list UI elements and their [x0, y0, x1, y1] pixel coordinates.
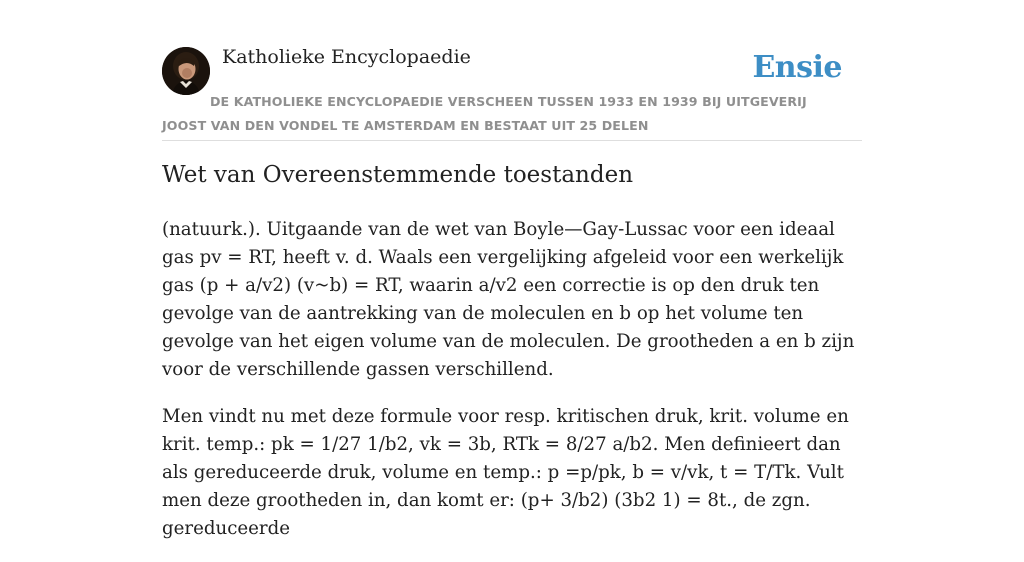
- ensie-logo[interactable]: Ensie: [752, 50, 842, 85]
- site-header: [162, 0, 862, 141]
- article-paragraph: Men vindt nu met deze formule voor resp. kritischen druk, krit. volume en krit. temp.: pk = 1/27 1/b2, vk = 3b, RTk = 8/27 a/b2. Men definieert dan als gereduceerde druk, volume en temp.: p =p/pk, b = v/vk, t = T/Tk. Vult men deze grootheden in, dan komt er: (p+ 3/b2) (3b2 1) = 8t., de zgn. gereduceerde: [162, 406, 849, 539]
- site-title[interactable]: Katholieke Encyclopaedie: [222, 46, 471, 68]
- site-tagline: DE KATHOLIEKE ENCYCLOPAEDIE VERSCHEEN TUSSEN 1933 EN 1939 BIJ UITGEVERIJ JOOST VAN DEN VONDEL TE AMSTERDAM EN BESTAAT UIT 25 DELEN: [162, 94, 807, 133]
- article-paragraph: (natuurk.). Uitgaande van de wet van Boyle—Gay-Lussac voor een ideaal gas pv = RT, heeft v. d. Waals een vergelijking afgeleid voor een werkelijk gas (p + a/v2) (v~b) = RT, waarin a/v2 een correctie is op den druk ten gevolge van de aantrekking van de moleculen en b op het volume ten gevolge van het eigen volume van de moleculen. De grootheden a en b zijn voor de verschillende gassen verschillend.: [162, 219, 855, 380]
- article-title: Wet van Overeenstemmende toestanden: [162, 162, 634, 188]
- article-body: [162, 216, 864, 562]
- portrait-avatar-icon[interactable]: [162, 47, 210, 95]
- page-container: [162, 0, 862, 539]
